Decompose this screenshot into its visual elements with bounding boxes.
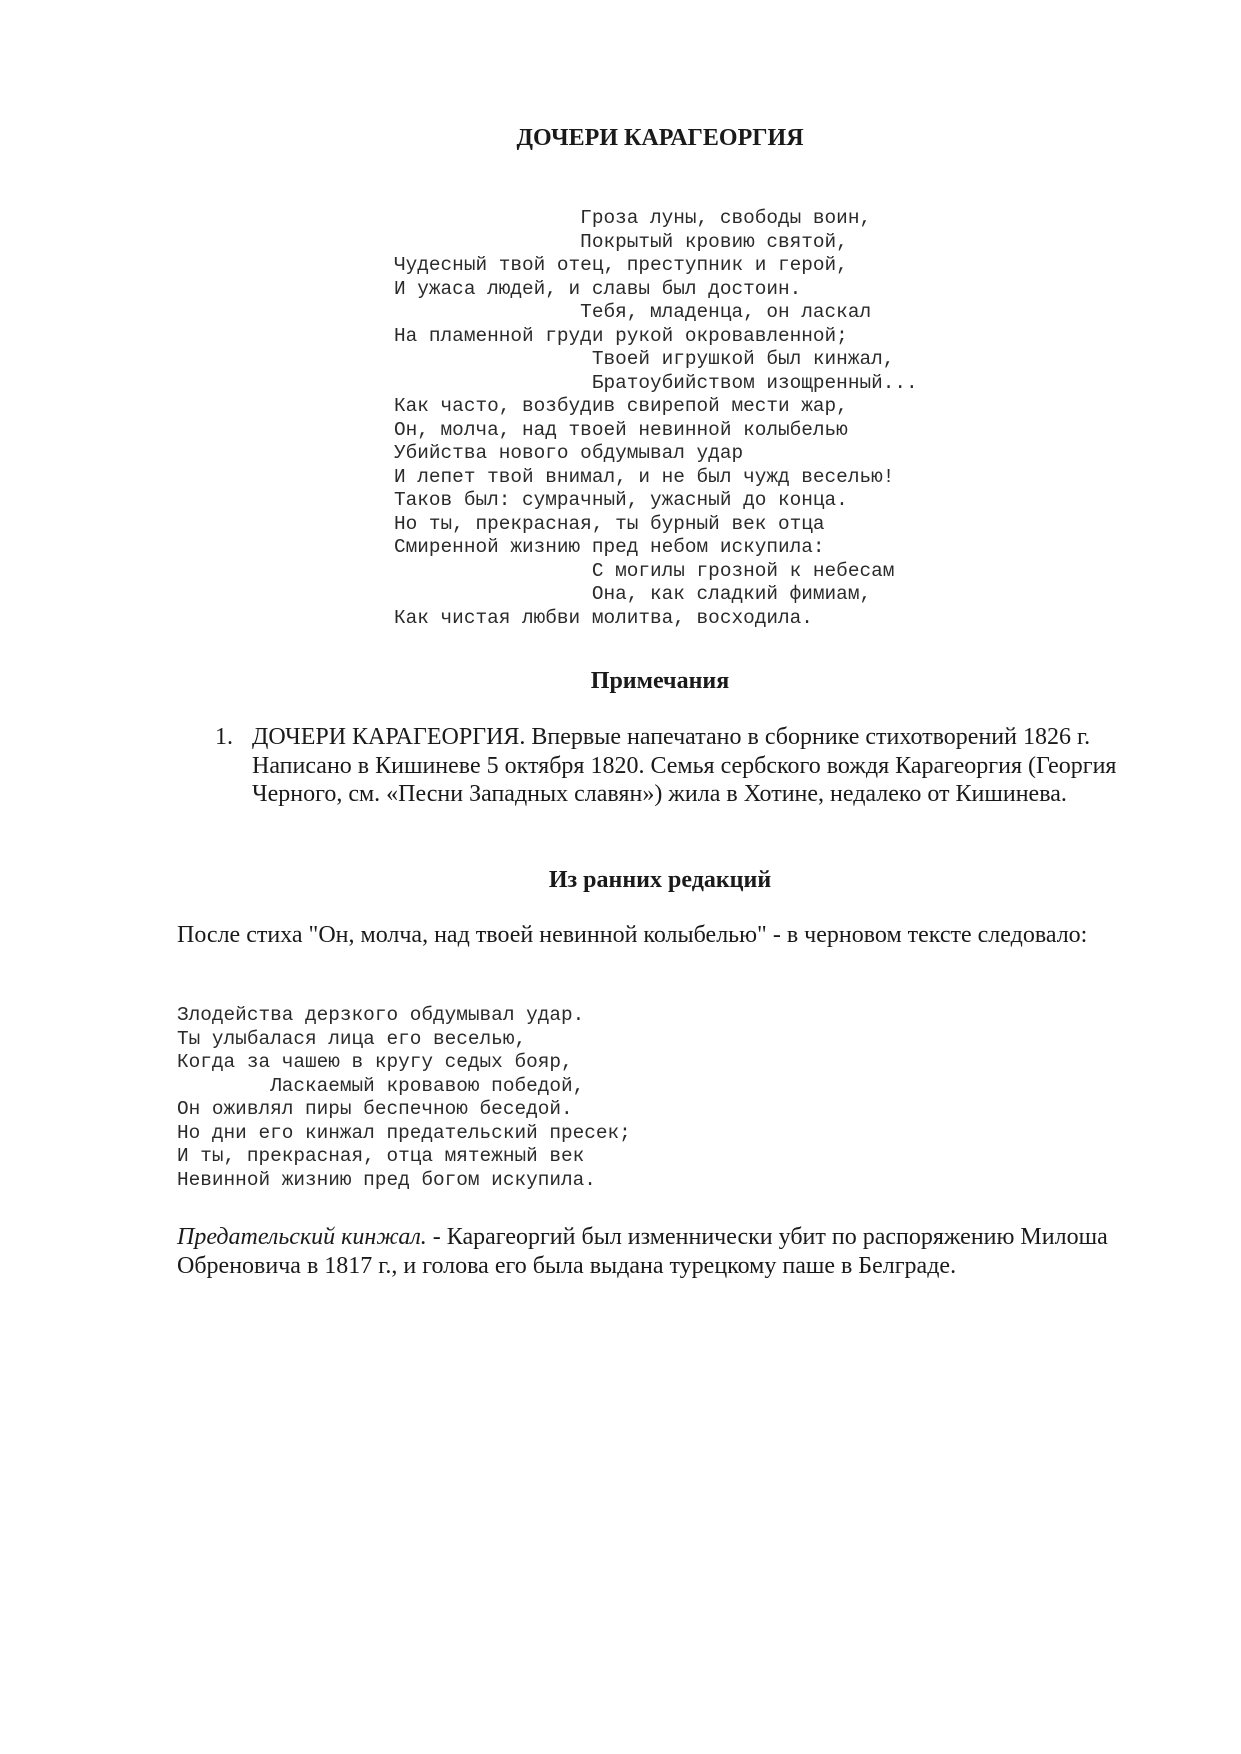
note-item: [215, 723, 1155, 809]
draft-text: Злодейства дерзкого обдумывал удар. Ты улыбалася лица его веселью, Когда за чашею в кругу седых бояр, Ласкаемый кровавою победой, Он оживлял пиры беспечною беседой. Но дни его кинжал предательский пресек; И ты, прекрасная, отца мятежный век Невинной жизнию пред богом искупила.: [177, 1004, 631, 1191]
poem-text: Гроза луны, свободы воин, Покрытый кровию святой, Чудесный твой отец, преступник и герой, И ужаса людей, и славы был достоин. Тебя, младенца, он ласкал На пламенной груди рукой окровавленной; Твоей игрушкой был кинжал, Братоубийством изощренный... Как часто, возбудив свирепой мести жар, Он, молча, над твоей невинной колыбелью Убийства нового обдумывал удар И лепет твой внимал, и не был чужд веселью! Таков был: сумрачный, ужасный до конца. Но ты, прекрасная, ты бурный век отца Смиренной жизнию пред небом искупила: С могилы грозной к небесам Она, как сладкий фимиам, Как чистая любви молитва, восходила.: [394, 207, 918, 629]
dagger-comment: [177, 1223, 1167, 1280]
note-text: ДОЧЕРИ КАРАГЕОРГИЯ. Впервые напечатано в сборнике стихотворений 1826 г. Написано в Кишиневе 5 октября 1820. Семья сербского вождя Карагеоргия (Георгия Черного, см. «Песни Западных славян») жила в Хотине, недалеко от Кишинева.: [252, 724, 1117, 807]
dagger-comment-term: Предательский кинжал.: [177, 1224, 427, 1250]
dagger-comment-text: - Карагеоргий был изменнически убит по распоряжению Милоша Обреновича в 1817 г., и голова его была выдана турецкому паше в Белграде.: [177, 1224, 1108, 1279]
notes-list: [215, 723, 1155, 809]
early-editions-intro: После стиха "Он, молча, над твоей невинной колыбелью" - в черновом тексте следовало:: [177, 922, 1088, 948]
notes-heading: Примечания: [590, 668, 730, 694]
note-number: 1.: [215, 724, 233, 750]
early-editions-heading: Из ранних редакций: [548, 867, 772, 893]
poem-title: ДОЧЕРИ КАРАГЕОРГИЯ: [516, 125, 804, 151]
